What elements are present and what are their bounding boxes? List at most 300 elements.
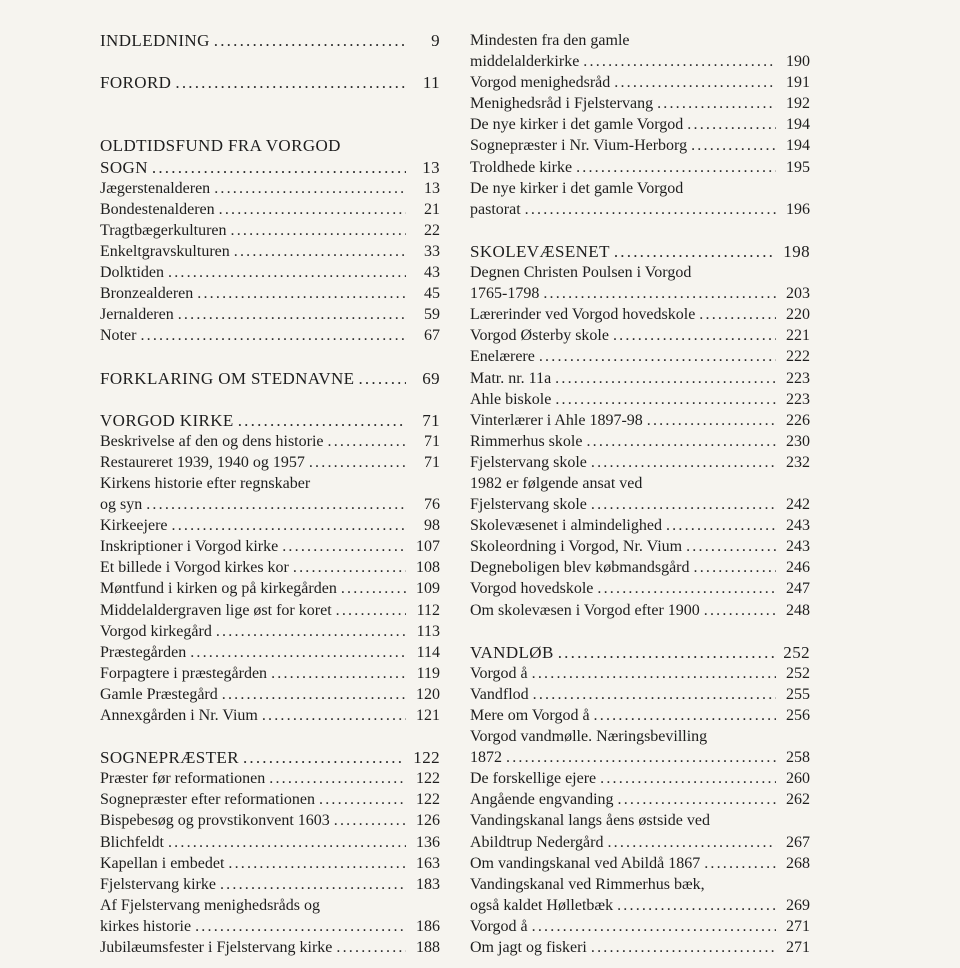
toc-entry-title: VORGOD KIRKE: [100, 410, 234, 430]
toc-entry-vandflod: [470, 684, 810, 705]
page-number: 221: [786, 327, 810, 345]
page-number: 186: [416, 917, 440, 935]
toc-entry-title: Om jagt og fiskeri: [470, 939, 587, 957]
toc-entry-title-line: Vandingskanal ved Rimmerhus bæk,: [470, 875, 705, 893]
toc-entry-title: Sognepræster i Nr. Vium-Herborg: [470, 137, 688, 155]
page-number: 11: [422, 73, 440, 93]
dot-leader: [271, 663, 406, 684]
toc-entry-title: Menighedsråd i Fjelstervang: [470, 95, 654, 113]
toc-entry-bondestenalderen: [100, 199, 440, 220]
page-number: 191: [786, 74, 810, 92]
toc-entry-vorgod-menighedsrad: [470, 72, 810, 93]
dot-leader: [195, 916, 406, 937]
toc-entry-rimmerhus-skole: [470, 431, 810, 452]
page-number: 33: [424, 242, 440, 260]
page-number: 163: [416, 854, 440, 872]
page-number: 13: [422, 157, 440, 177]
dot-leader: [243, 747, 405, 768]
toc-entry-title: Mere om Vorgod å: [470, 707, 590, 724]
page-number: 121: [416, 707, 440, 724]
toc-entry-title: Bispebesøg og provstikonvent 1603: [100, 812, 330, 830]
toc-entry-enelaerere: [470, 346, 810, 367]
toc-entry-kirkeejere: [100, 515, 440, 536]
toc-entry-mindesten-fra-den-gamle-middelalderkirke: [470, 30, 810, 72]
toc-entry-degnen-christen-poulsen-i-vorgod-1765-1798: [470, 262, 810, 304]
page-number: 69: [422, 368, 440, 388]
page-number: 232: [786, 453, 810, 471]
toc-entry-title: Degneboligen blev købmandsgård: [470, 559, 690, 577]
page-number: 252: [786, 664, 810, 682]
page-number: 107: [416, 538, 440, 556]
toc-entry-title: Skoleordning i Vorgod, Nr. Vium: [470, 538, 683, 556]
toc-entry-gamle-praestegard: [100, 684, 440, 705]
page-number: 256: [786, 707, 810, 724]
section-gap: [100, 346, 440, 367]
dot-leader: [152, 157, 406, 178]
page-number: 136: [416, 833, 440, 851]
dot-leader: [691, 135, 776, 156]
dot-leader: [617, 895, 776, 916]
toc-entry-title: også kaldet Hølletbæk: [470, 896, 614, 914]
toc-entry-om-skolevaesen-i-vorgod-efter-1900: [470, 600, 810, 621]
toc-entry-sognepraester-efter-reformationen: [100, 789, 440, 810]
page-number: 122: [416, 770, 440, 788]
page-number: 122: [416, 791, 440, 809]
toc-entry-title: Præstegården: [100, 643, 187, 661]
page-number: 258: [786, 749, 810, 767]
dot-leader: [591, 937, 776, 958]
toc-entry-title: FORKLARING OM STEDNAVNE: [100, 368, 355, 388]
toc-heading-vandlob: [470, 642, 810, 663]
toc-entry-title: Gamle Præstegård: [100, 685, 218, 703]
dot-leader: [168, 262, 406, 283]
dot-leader: [657, 93, 776, 114]
toc-entry-title: Præster før reformationen: [100, 770, 266, 788]
dot-leader: [525, 199, 776, 220]
dot-leader: [532, 663, 776, 684]
page-number: 192: [786, 95, 810, 113]
toc-entry-title: Om vandingskanal ved Abildå 1867: [470, 854, 701, 872]
dot-leader: [319, 789, 406, 810]
dot-leader: [220, 874, 406, 895]
toc-entry-restaureret-1939-1940-og-1957: [100, 452, 440, 473]
toc-entry-title: SOGNEPRÆSTER: [100, 748, 239, 768]
toc-entry-degneboligen-blev-kobmandsgard: [470, 557, 810, 578]
dot-leader: [168, 832, 406, 853]
toc-entry-title: kirkes historie: [100, 917, 192, 935]
dot-leader: [591, 494, 776, 515]
toc-entry-jubilaeumsfester-i-fjelstervang-kirke: [100, 937, 440, 958]
dot-leader: [262, 705, 406, 726]
toc-entry-forpagtere-i-praestegarden: [100, 663, 440, 684]
toc-entry-matr-nr-11a: [470, 368, 810, 389]
page-number: 194: [786, 116, 810, 134]
toc-entry-praestegarden: [100, 642, 440, 663]
toc-entry-title: Inskriptioner i Vorgod kirke: [100, 538, 279, 556]
page-number: 98: [424, 517, 440, 535]
page-number: 226: [786, 411, 810, 429]
page-number: 223: [786, 369, 810, 387]
dot-leader: [341, 578, 406, 599]
toc-entry-title: Forpagtere i præstegården: [100, 664, 268, 682]
dot-leader: [597, 578, 776, 599]
page-number: 59: [424, 306, 440, 324]
dot-leader: [555, 389, 776, 410]
dot-leader: [282, 536, 406, 557]
section-gap: [100, 51, 440, 72]
toc-entry-title: Jægerstenalderen: [100, 179, 211, 197]
toc-entry-title-line: Mindesten fra den gamle: [470, 32, 630, 49]
dot-leader: [586, 431, 776, 452]
toc-entry-title: middelalderkirke: [470, 53, 580, 71]
toc-entry-title: Rimmerhus skole: [470, 432, 583, 450]
toc-entry-title: INDLEDNING: [100, 31, 210, 50]
dot-leader: [539, 346, 776, 367]
toc-entry-title-line: Kirkens historie efter regnskaber: [100, 474, 311, 492]
toc-entry-kirkens-historie-efter-regnskaber-og-syn: [100, 473, 440, 515]
toc-entry-title: Vandflod: [470, 685, 529, 703]
toc-heading-forord: [100, 72, 440, 93]
toc-entry-title: Vorgod kirkegård: [100, 622, 212, 640]
dot-leader: [197, 283, 406, 304]
toc-entry-title: og syn: [100, 496, 143, 514]
toc-entry-title: De nye kirker i det gamle Vorgod: [470, 116, 684, 134]
toc-entry-title: Lærerinder ved Vorgod hovedskole: [470, 306, 696, 324]
toc-entry-title-line: Vandingskanal langs åens østside ved: [470, 812, 710, 830]
toc-entry-title: Kirkeejere: [100, 517, 168, 535]
toc-entry-beskrivelse-af-den-og-dens-historie: [100, 431, 440, 452]
page-number: 203: [786, 285, 810, 303]
toc-entry-title-line: De nye kirker i det gamle Vorgod: [470, 179, 684, 197]
page-number: 22: [424, 221, 440, 239]
toc-entry-title: De forskellige ejere: [470, 770, 597, 788]
dot-leader: [309, 452, 406, 473]
page-number: 243: [786, 538, 810, 556]
page-number: 71: [424, 432, 440, 450]
dot-leader: [543, 283, 776, 304]
toc-entry-tragtbaegerkulturen: [100, 220, 440, 241]
toc-entry-title: Fjelstervang skole: [470, 453, 587, 471]
page-number: 248: [786, 601, 810, 619]
toc-heading-indledning: [100, 30, 440, 51]
section-gap: [100, 389, 440, 410]
toc-heading-sognepraester: [100, 747, 440, 768]
toc-entry-title: Blichfeldt: [100, 833, 164, 851]
toc-entry-montfund-i-kirken-og-pa-kirkegarden: [100, 578, 440, 599]
toc-entry-vandingskanal-langs-aens-ostside-ved-abildtrup-nedergard: [470, 810, 810, 852]
page-number: 108: [416, 559, 440, 577]
dot-leader: [216, 621, 406, 642]
toc-entry-title: Et billede i Vorgod kirkes kor: [100, 559, 289, 577]
toc-entry-title: Sognepræster efter reformationen: [100, 791, 316, 809]
toc-entry-title: Fjelstervang skole: [470, 496, 587, 514]
toc-entry-enkeltgravskulturen: [100, 241, 440, 262]
page-number: 183: [416, 875, 440, 893]
dot-leader: [666, 515, 776, 536]
toc-entry-vorgod-hovedskole: [470, 578, 810, 599]
page-number: 271: [786, 917, 810, 935]
page-number: 196: [786, 200, 810, 218]
toc-entry-af-fjelstervang-menighedsrads-og-kirkes-historie: [100, 895, 440, 937]
toc-entry-title: Dolktiden: [100, 264, 164, 282]
page-number: 190: [786, 53, 810, 71]
page-number: 120: [416, 685, 440, 703]
page-number: 119: [416, 664, 440, 682]
page-number: 13: [424, 179, 440, 197]
toc-entry-fjelstervang-skole: [470, 452, 810, 473]
toc-entry-title: Vorgod å: [470, 664, 528, 682]
toc-entry-vorgod-a: [470, 663, 810, 684]
toc-entry-title: Tragtbægerkulturen: [100, 221, 227, 239]
toc-entry-title-line: Degnen Christen Poulsen i Vorgod: [470, 264, 692, 282]
dot-leader: [175, 72, 406, 93]
toc-entry-om-vandingskanal-ved-abilda-1867: [470, 853, 810, 874]
dot-leader: [647, 410, 776, 431]
toc-entry-title: Møntfund i kirken og på kirkegården: [100, 580, 337, 598]
toc-entry-title: Vorgod å: [470, 917, 528, 935]
toc-entry-1982-er-folgende-ansat-ved-fjelstervang-skole: [470, 473, 810, 515]
page-number: 260: [786, 770, 810, 788]
page-number: 195: [786, 158, 810, 176]
toc-entry-title: 1872: [470, 749, 502, 767]
dot-leader: [336, 600, 406, 621]
page-number: 9: [431, 31, 440, 50]
dot-leader: [172, 515, 406, 536]
toc-entry-annexgarden-i-nr-vium: [100, 705, 440, 726]
toc-entry-title-line: Vorgod vandmølle. Næringsbevilling: [470, 728, 708, 746]
toc-entry-title: pastorat: [470, 200, 521, 218]
toc-entry-vandingskanal-ved-rimmerhus-baek-ogsa-kaldet-holletbaek: [470, 874, 810, 916]
toc-entry-menighedsrad-i-fjelstervang: [470, 93, 810, 114]
page-number: 114: [416, 643, 440, 661]
toc-entry-skoleordning-i-vorgod-nr-vium: [470, 536, 810, 557]
toc-entry-title: Ahle biskole: [470, 390, 552, 408]
dot-leader: [214, 178, 406, 199]
dot-leader: [576, 157, 776, 178]
toc-entry-title-line: Af Fjelstervang menighedsråds og: [100, 896, 320, 914]
dot-leader: [614, 72, 776, 93]
toc-entry-mere-om-vorgod-a: [470, 705, 810, 726]
dot-leader: [607, 832, 776, 853]
toc-entry-title: Vorgod hovedskole: [470, 580, 594, 598]
page-number: 112: [416, 601, 440, 619]
dot-leader: [146, 494, 406, 515]
page-number: 113: [416, 622, 440, 640]
toc-entry-title: Kapellan i embedet: [100, 854, 225, 872]
toc-entry-title: SOGN: [100, 157, 148, 177]
toc-entry-om-jagt-og-fiskeri: [470, 937, 810, 958]
toc-entry-title: FORORD: [100, 73, 172, 93]
toc-entry-inskriptioner-i-vorgod-kirke: [100, 536, 440, 557]
toc-entry-middelaldergraven-lige-ost-for-koret: [100, 600, 440, 621]
toc-entry-praester-for-reformationen: [100, 768, 440, 789]
toc-entry-title: Jubilæumsfester i Fjelstervang kirke: [100, 939, 333, 957]
toc-entry-fjelstervang-kirke: [100, 874, 440, 895]
page-number: 188: [416, 939, 440, 957]
toc-entry-title: Bondestenalderen: [100, 200, 215, 218]
toc-entry-title: Enelærere: [470, 348, 535, 366]
page-number: 269: [786, 896, 810, 914]
section-gap: [100, 93, 440, 114]
toc-entry-title: Jernalderen: [100, 306, 174, 324]
toc-entry-de-nye-kirker-i-det-gamle-vorgod: [470, 114, 810, 135]
dot-leader: [583, 51, 776, 72]
dot-leader: [533, 684, 776, 705]
page-number: 230: [786, 432, 810, 450]
dot-leader: [591, 452, 776, 473]
toc-heading-vorgod-kirke: [100, 410, 440, 431]
toc-heading-skolevaesenet: [470, 241, 810, 262]
toc-entry-blichfeldt: [100, 832, 440, 853]
dot-leader: [336, 937, 406, 958]
toc-entry-skolevaesenet-i-almindelighed: [470, 515, 810, 536]
dot-leader: [219, 199, 406, 220]
toc-entry-title: Fjelstervang kirke: [100, 875, 216, 893]
page-number: 71: [422, 410, 440, 430]
dot-leader: [618, 789, 776, 810]
page-number: 43: [424, 264, 440, 282]
page-number: 242: [786, 496, 810, 514]
dot-leader: [293, 557, 406, 578]
toc-entry-title: 1765-1798: [470, 285, 540, 303]
toc-entry-title: Enkeltgravskulturen: [100, 242, 230, 260]
dot-leader: [613, 325, 776, 346]
dot-leader: [222, 684, 406, 705]
page-number: 252: [783, 642, 810, 662]
section-gap: [100, 114, 440, 135]
toc-entry-title: Middelaldergraven lige øst for koret: [100, 601, 332, 619]
section-gap: [470, 220, 810, 241]
dot-leader: [190, 642, 406, 663]
toc-entry-title: Noter: [100, 327, 137, 345]
dot-leader: [532, 916, 776, 937]
dot-leader: [328, 431, 407, 452]
toc-entry-vorgod-kirkegard: [100, 621, 440, 642]
toc-entry-title: Vinterlærer i Ahle 1897-98: [470, 411, 643, 429]
section-gap: [100, 726, 440, 747]
toc-entry-title: Vorgod Østerby skole: [470, 327, 609, 345]
toc-entry-title-line: 1982 er følgende ansat ved: [470, 474, 643, 492]
toc-heading-forklaring-om-stednavne: [100, 368, 440, 389]
page-number: 267: [786, 833, 810, 851]
toc-entry-sognepraester-i-nr-vium-herborg: [470, 135, 810, 156]
toc-entry-jernalderen: [100, 304, 440, 325]
toc-entry-title-line: OLDTIDSFUND FRA VORGOD: [100, 136, 341, 156]
dot-leader: [699, 304, 776, 325]
toc-entry-title: Om skolevæsen i Vorgod efter 1900: [470, 601, 700, 619]
page-number: 262: [786, 791, 810, 809]
toc-entry-laererinder-ved-vorgod-hovedskole: [470, 304, 810, 325]
page-number: 255: [786, 685, 810, 703]
page-number: 220: [786, 306, 810, 324]
page-number: 271: [786, 939, 810, 957]
toc-entry-kapellan-i-embedet: [100, 853, 440, 874]
toc-entry-title: Annexgården i Nr. Vium: [100, 707, 258, 724]
page-number: 194: [786, 137, 810, 155]
page-number: 122: [413, 748, 440, 768]
toc-entry-title: VANDLØB: [470, 642, 554, 662]
page-number: 247: [786, 580, 810, 598]
toc-entry-title: Skolevæsenet i almindelighed: [470, 517, 662, 535]
dot-leader: [687, 114, 776, 135]
dot-leader: [600, 768, 776, 789]
toc-entry-jaegerstenalderen: [100, 178, 440, 199]
dot-leader: [558, 642, 776, 663]
toc-entry-title: Bronzealderen: [100, 285, 194, 303]
toc-entry-title: Angående engvanding: [470, 791, 614, 809]
toc-entry-de-forskellige-ejere: [470, 768, 810, 789]
toc-column-left: [100, 30, 440, 958]
dot-leader: [686, 536, 776, 557]
toc-entry-dolktiden: [100, 262, 440, 283]
toc-entry-vorgod-a: [470, 916, 810, 937]
toc-entry-angaende-engvanding: [470, 789, 810, 810]
toc-entry-vinterlaerer-i-ahle-1897-98: [470, 410, 810, 431]
toc-entry-bronzealderen: [100, 283, 440, 304]
toc-entry-title: Matr. nr. 11a: [470, 369, 552, 387]
dot-leader: [238, 410, 406, 431]
dot-leader: [228, 853, 406, 874]
toc-entry-et-billede-i-vorgod-kirkes-kor: [100, 557, 440, 578]
dot-leader: [140, 325, 406, 346]
dot-leader: [178, 304, 406, 325]
toc-entry-title: Abildtrup Nedergård: [470, 833, 604, 851]
toc-entry-vorgod-osterby-skole: [470, 325, 810, 346]
toc-entry-bispebesog-og-provstikonvent-1603: [100, 810, 440, 831]
toc-heading-oldtidsfund-fra-vorgod-sogn: [100, 135, 440, 177]
toc-entry-ahle-biskole: [470, 389, 810, 410]
dot-leader: [555, 368, 776, 389]
toc-entry-title: Beskrivelse af den og dens historie: [100, 432, 324, 450]
page-number: 45: [424, 285, 440, 303]
page-number: 223: [786, 390, 810, 408]
dot-leader: [614, 241, 775, 262]
dot-leader: [594, 705, 776, 726]
page-number: 76: [424, 496, 440, 514]
toc-column-right: [470, 30, 810, 958]
dot-leader: [231, 220, 406, 241]
dot-leader: [334, 810, 406, 831]
dot-leader: [234, 241, 406, 262]
page-number: 71: [424, 453, 440, 471]
page-number: 109: [416, 580, 440, 598]
section-gap: [470, 621, 810, 642]
toc-entry-vorgod-vandmolle-naeringsbevilling-1872: [470, 726, 810, 768]
toc-entry-title: SKOLEVÆSENET: [470, 241, 610, 261]
dot-leader: [506, 747, 776, 768]
toc-entry-title: Troldhede kirke: [470, 158, 573, 176]
toc-entry-noter: [100, 325, 440, 346]
dot-leader: [269, 768, 406, 789]
page-number: 126: [416, 812, 440, 830]
page-number: 246: [786, 559, 810, 577]
dot-leader: [694, 557, 777, 578]
dot-leader: [214, 30, 406, 51]
page-number: 222: [786, 348, 810, 366]
page-number: 67: [424, 327, 440, 345]
toc-entry-troldhede-kirke: [470, 157, 810, 178]
dot-leader: [358, 368, 406, 389]
page-number: 243: [786, 517, 810, 535]
dot-leader: [704, 600, 776, 621]
dot-leader: [704, 853, 776, 874]
page-number: 21: [424, 200, 440, 218]
toc-entry-de-nye-kirker-i-det-gamle-vorgod-pastorat: [470, 178, 810, 220]
toc-entry-title: Restaureret 1939, 1940 og 1957: [100, 453, 305, 471]
page-number: 268: [786, 854, 810, 872]
toc-entry-title: Vorgod menighedsråd: [470, 74, 611, 92]
page-number: 198: [783, 241, 810, 261]
